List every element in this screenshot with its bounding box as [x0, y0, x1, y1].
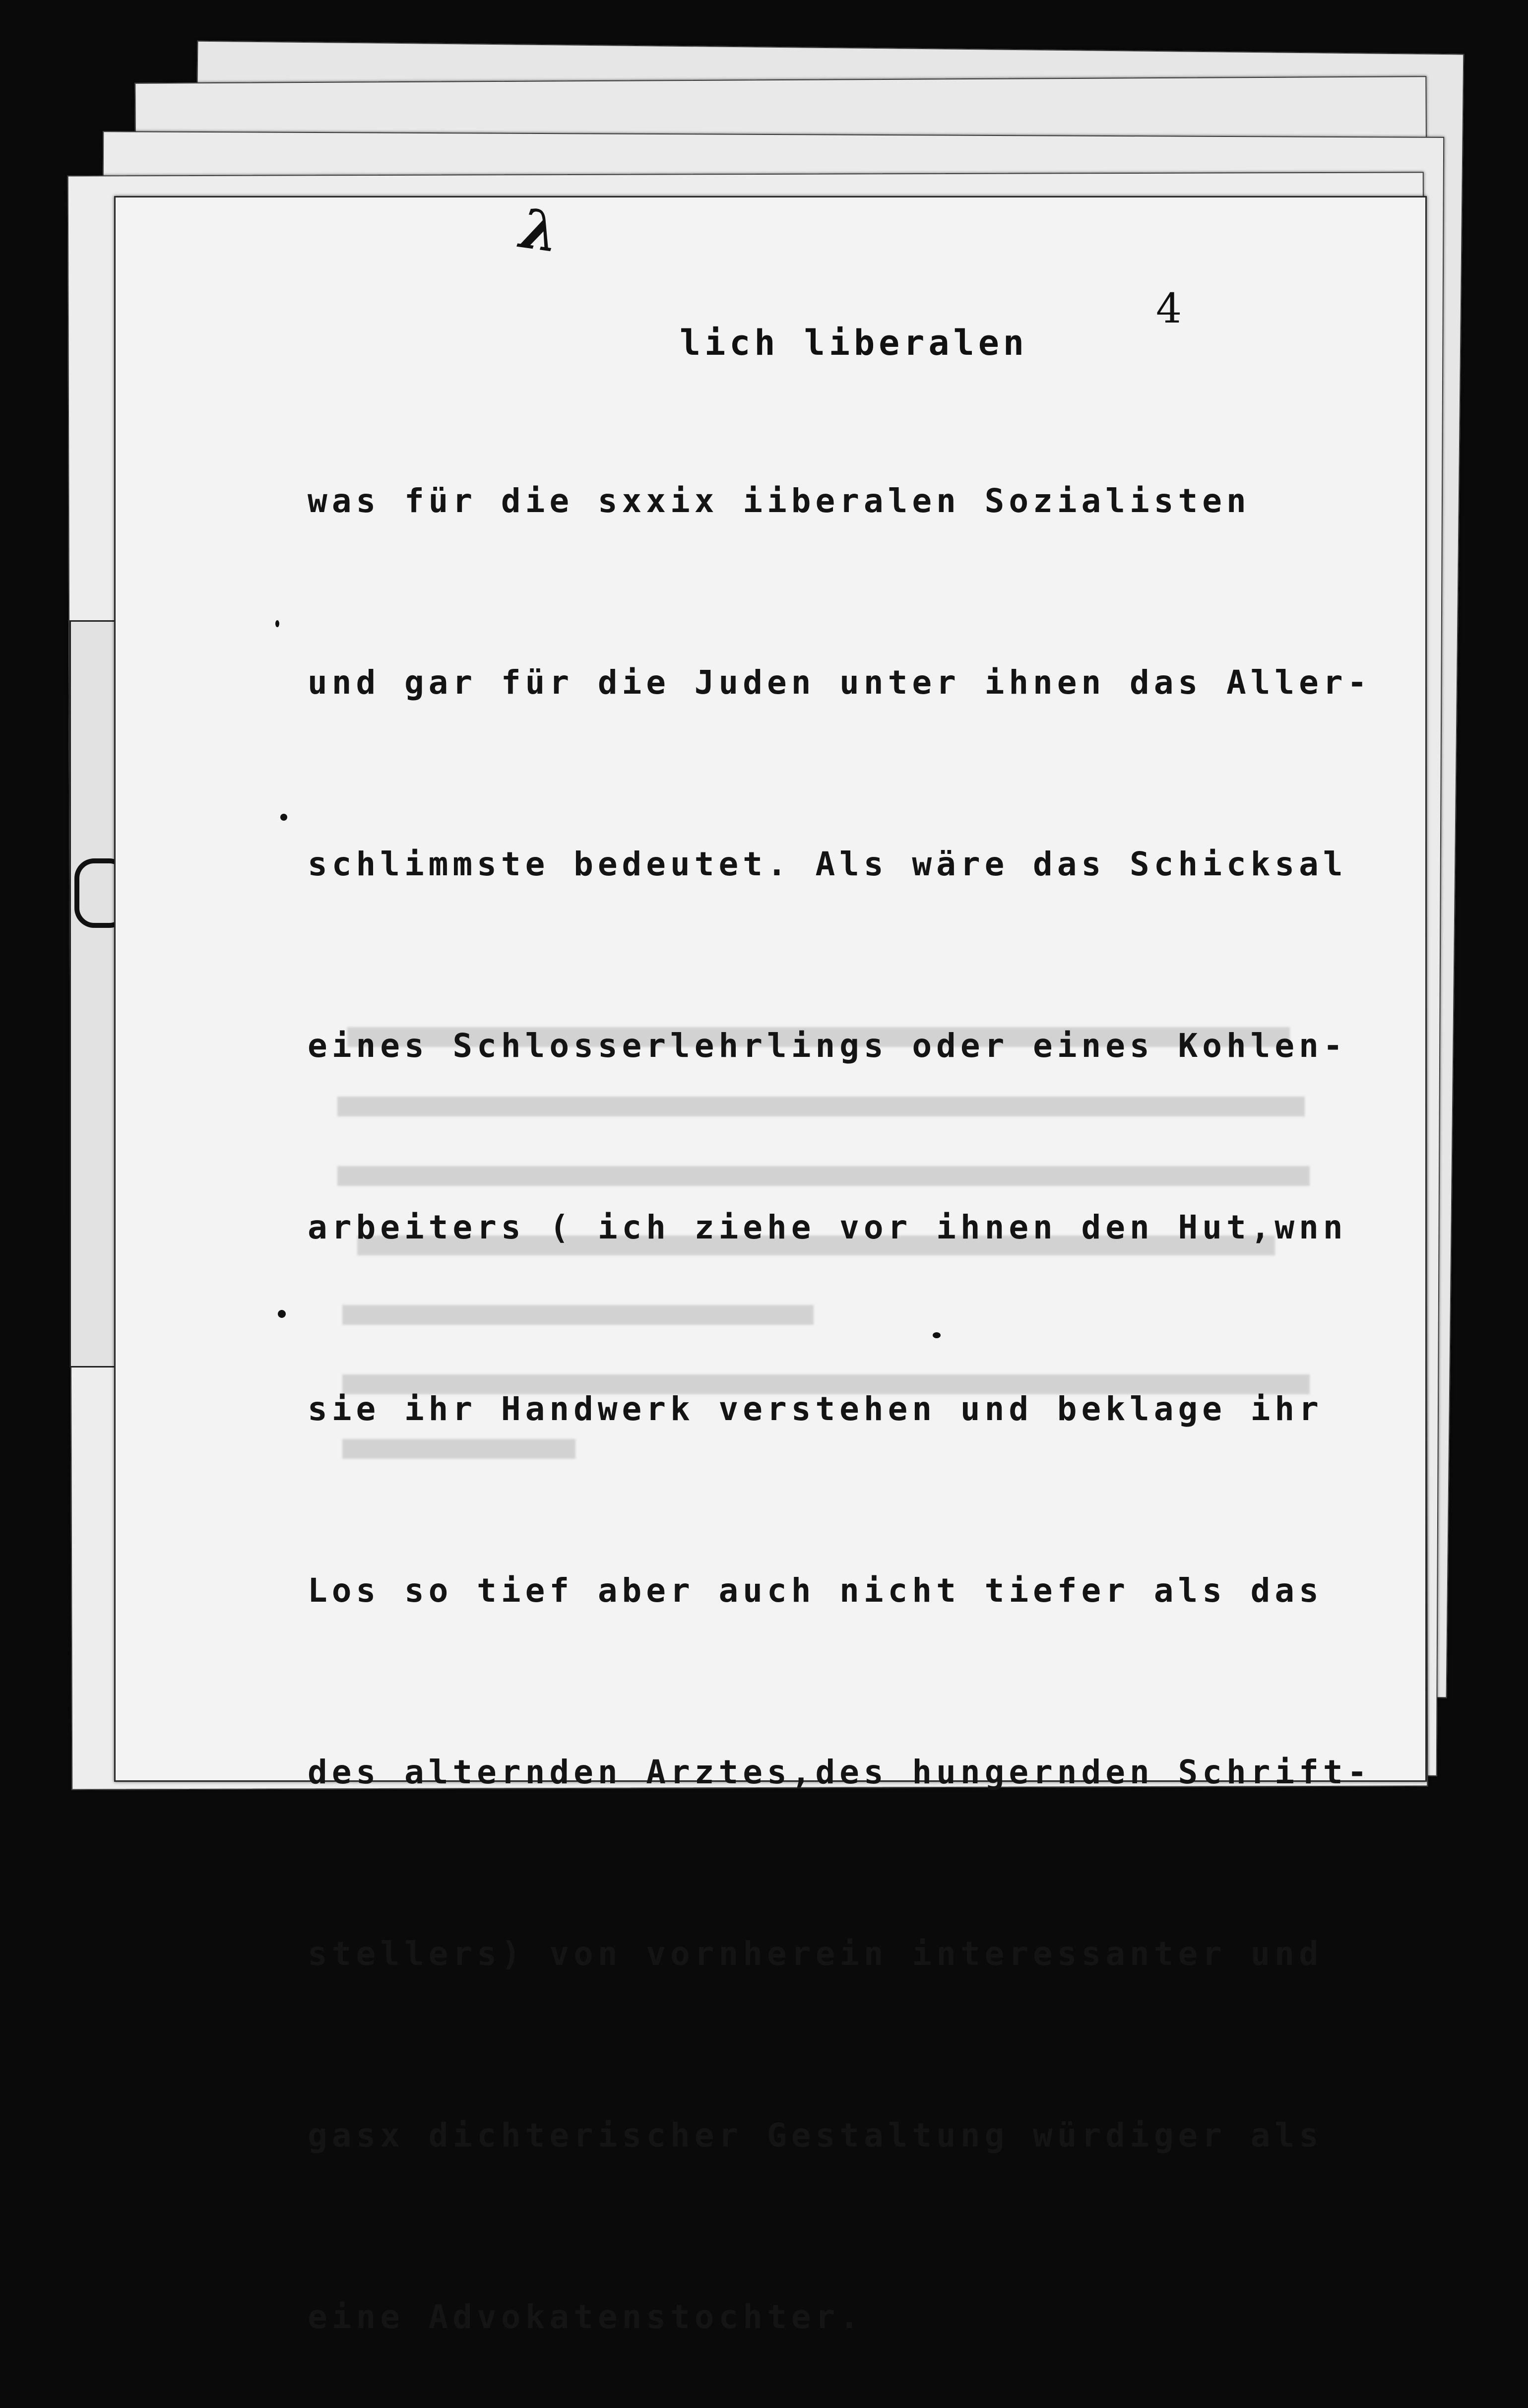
ink-speck [933, 1332, 941, 1338]
text-line: sie ihr Handwerk verstehen und beklage ihr [308, 1390, 1323, 1428]
typed-insertion: lich liberalen [680, 323, 1028, 363]
text-line: arbeiters ( ich ziehe vor ihnen den Hut,wnn [308, 1208, 1347, 1246]
text-line: des alternden Arztes,des hungernden Schrift- [308, 1753, 1372, 1791]
ink-speck [280, 814, 287, 821]
text-line: schlimmste bedeutet. Als wäre das Schicksal [308, 845, 1347, 883]
page-number: 4 [1156, 285, 1182, 332]
ink-speck [275, 620, 279, 627]
text-line: eines Schlosserlehrlings oder eines Kohlen- [308, 1027, 1347, 1065]
text-line: Los so tief aber auch nicht tiefer als das [308, 1571, 1323, 1610]
ink-speck [278, 1310, 286, 1318]
text-line: eine Advokatenstochter. [308, 2298, 864, 2336]
text-line: und gar für die Juden unter ihnen das Aller- [308, 663, 1372, 702]
text-line: was für die sxxix iiberalen Sozialisten [308, 482, 1251, 520]
handwritten-mark: λ [516, 196, 564, 265]
typed-body [308, 350, 1371, 2408]
text-line: stellers) von vornherein interessanter und [308, 1935, 1323, 1973]
text-line: gasx dichterischer Gestaltung würdiger als [308, 2116, 1323, 2154]
